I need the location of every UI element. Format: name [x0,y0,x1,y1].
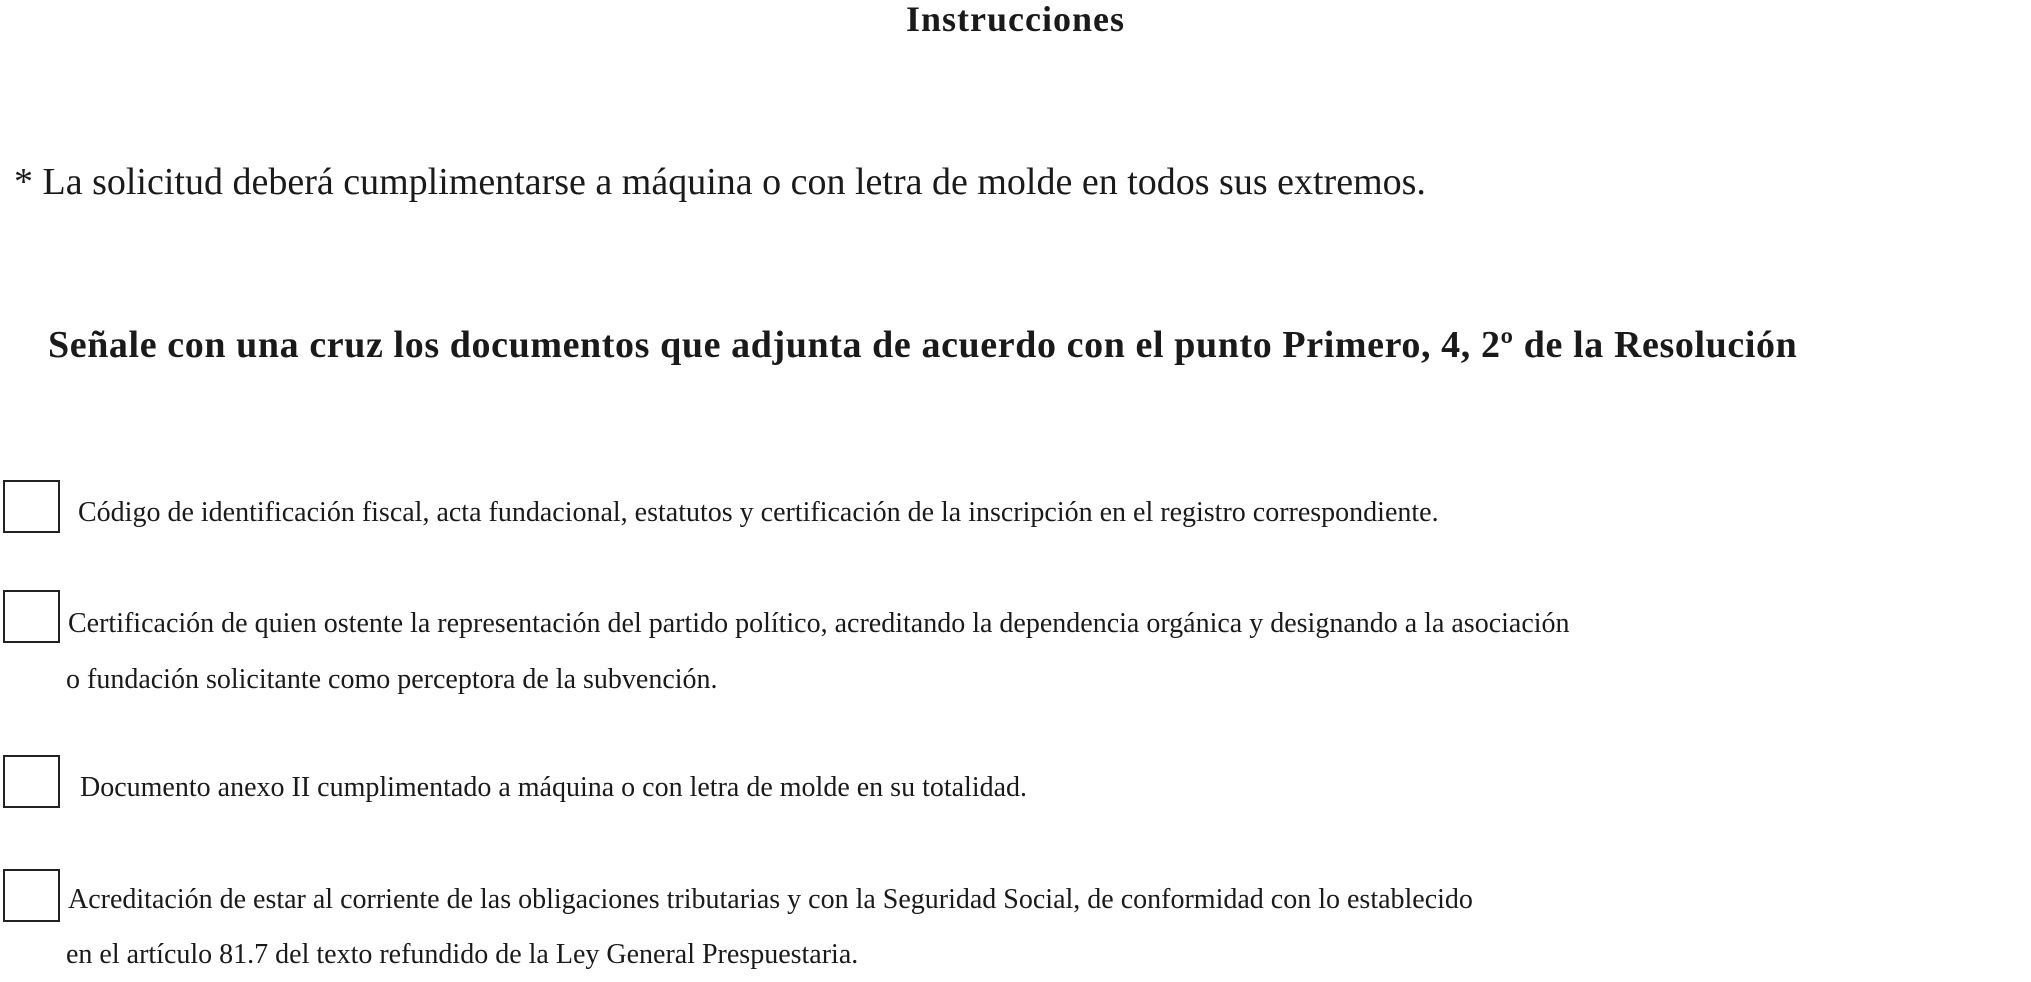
item-annex-ii-text: Documento anexo II cumplimentado a máquina o con letra de molde en su totalidad. [80,772,1028,803]
page-title: Instrucciones [906,0,1125,39]
instruction-text: * La solicitud deberá cumplimentarse a máquina o con letra de molde en todos sus extremos. [14,161,1426,203]
item-party-certification-text: Certificación de quien ostente la representación del partido político, acreditando la dependencia orgánica y designando a la asociación [68,608,1570,639]
checkbox-cif-statutes[interactable] [3,480,60,533]
checkbox-party-certification[interactable] [3,590,60,643]
item-party-certification-text-cont: o fundación solicitante como perceptora de la subvención. [66,664,718,695]
checkbox-annex-ii[interactable] [3,755,60,808]
item-tax-social-security-text-cont: en el artículo 81.7 del texto refundido de la Ley General Prespuestaria. [66,939,859,970]
documents-heading: Señale con una cruz los documentos que adjunta de acuerdo con el punto Primero, 4, 2º de la Resolución [48,324,1798,366]
item-tax-social-security-text: Acreditación de estar al corriente de las obligaciones tributarias y con la Seguridad Social, de conformidad con lo establecido [68,884,1473,915]
checkbox-tax-social-security[interactable] [3,869,60,922]
item-cif-statutes-text: Código de identificación fiscal, acta fundacional, estatutos y certificación de la inscripción en el registro correspondiente. [78,497,1439,528]
